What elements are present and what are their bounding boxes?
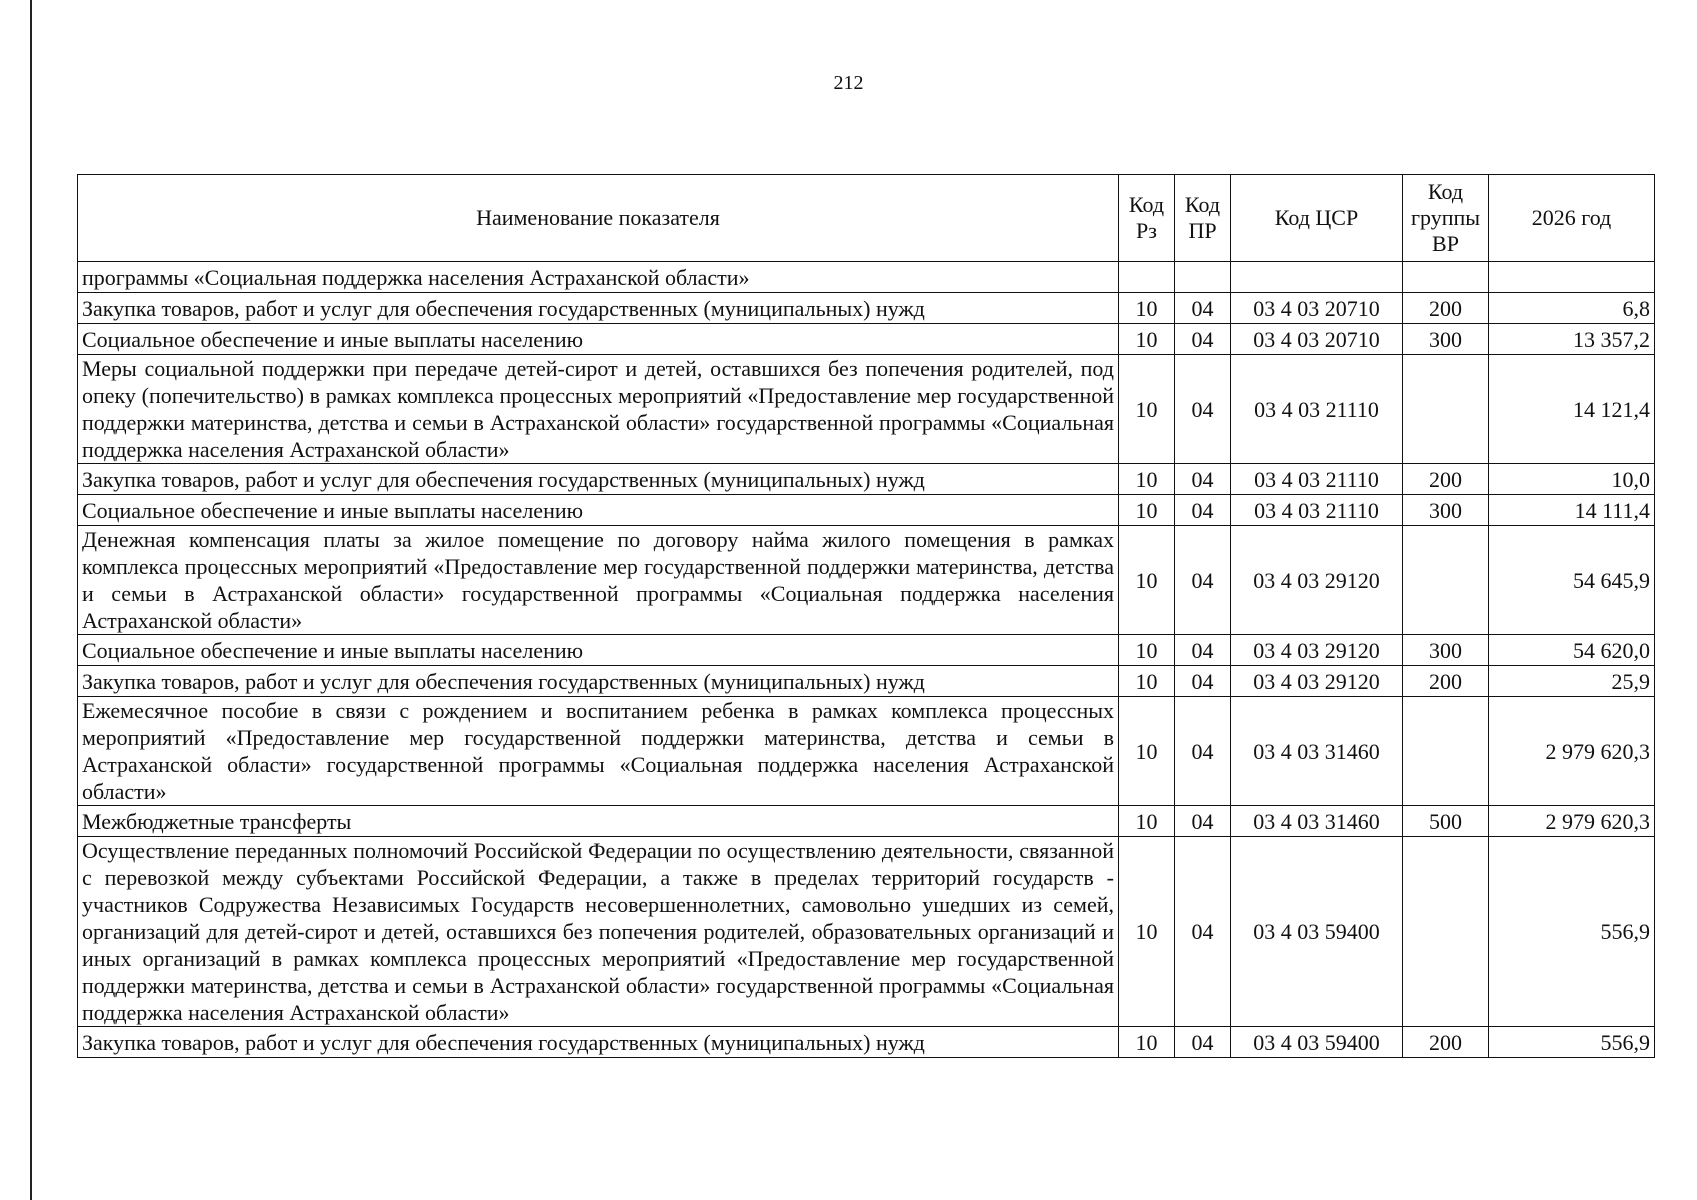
cell-pr <box>1175 262 1231 293</box>
table-row <box>78 666 1655 697</box>
cell-name: Закупка товаров, работ и услуг для обеспечения государственных (муниципальных) нужд <box>78 1027 1119 1058</box>
cell-name: Меры социальной поддержки при передаче детей-сирот и детей, оставшихся без попечения родителей, под опеку (попечительство) в рамках комплекса процессных мероприятий «Предоставление мер государственной поддержки материнства, детства и семьи в Астраханской области» государственной программы «Социальная поддержка населения Астраханской области» <box>78 355 1119 464</box>
cell-name: Денежная компенсация платы за жилое помещение по договору найма жилого помещения в рамках комплекса процессных мероприятий «Предоставление мер государственной поддержки материнства, детства и семьи в Астраханской области» государственной программы «Социальная поддержка населения Астраханской области» <box>78 526 1119 635</box>
cell-pr: 04 <box>1175 324 1231 355</box>
cell-sum: 6,8 <box>1489 293 1655 324</box>
table-row <box>78 324 1655 355</box>
table-row <box>78 262 1655 293</box>
cell-csr: 03 4 03 31460 <box>1231 697 1403 806</box>
cell-pr: 04 <box>1175 1027 1231 1058</box>
table-row <box>78 635 1655 666</box>
cell-sum: 556,9 <box>1489 837 1655 1027</box>
cell-sum: 54 620,0 <box>1489 635 1655 666</box>
cell-name: Закупка товаров, работ и услуг для обеспечения государственных (муниципальных) нужд <box>78 293 1119 324</box>
cell-csr: 03 4 03 21110 <box>1231 464 1403 495</box>
cell-sum: 54 645,9 <box>1489 526 1655 635</box>
cell-vr: 200 <box>1403 1027 1489 1058</box>
header-name: Наименование показателя <box>78 175 1119 262</box>
cell-csr: 03 4 03 29120 <box>1231 526 1403 635</box>
cell-sum: 14 121,4 <box>1489 355 1655 464</box>
cell-csr: 03 4 03 20710 <box>1231 324 1403 355</box>
table-row <box>78 495 1655 526</box>
cell-vr: 300 <box>1403 495 1489 526</box>
cell-rz: 10 <box>1119 806 1175 837</box>
cell-name: Осуществление переданных полномочий Российской Федерации по осуществлению деятельности, связанной с перевозкой между субъектами Российской Федерации, а также в пределах территорий государств - участников Содружества Независимых Государств несовершеннолетних, самовольно ушедших из семей, организаций для детей-сирот и детей, оставшихся без попечения родителей, образовательных организаций и иных организаций в рамках комплекса процессных мероприятий «Предоставление мер государственной поддержки материнства, детства и семьи в Астраханской области» государственной программы «Социальная поддержка населения Астраханской области» <box>78 837 1119 1027</box>
cell-rz: 10 <box>1119 526 1175 635</box>
cell-vr: 200 <box>1403 464 1489 495</box>
cell-sum: 13 357,2 <box>1489 324 1655 355</box>
cell-pr: 04 <box>1175 355 1231 464</box>
cell-pr: 04 <box>1175 837 1231 1027</box>
cell-name: Закупка товаров, работ и услуг для обеспечения государственных (муниципальных) нужд <box>78 666 1119 697</box>
cell-vr: 200 <box>1403 293 1489 324</box>
cell-rz: 10 <box>1119 837 1175 1027</box>
header-csr: Код ЦСР <box>1231 175 1403 262</box>
cell-csr: 03 4 03 20710 <box>1231 293 1403 324</box>
cell-pr: 04 <box>1175 293 1231 324</box>
cell-vr <box>1403 837 1489 1027</box>
cell-vr <box>1403 262 1489 293</box>
cell-sum: 556,9 <box>1489 1027 1655 1058</box>
cell-name: Социальное обеспечение и иные выплаты населению <box>78 635 1119 666</box>
cell-name: Социальное обеспечение и иные выплаты населению <box>78 495 1119 526</box>
cell-vr <box>1403 526 1489 635</box>
cell-vr <box>1403 355 1489 464</box>
table-row <box>78 1027 1655 1058</box>
header-sum: 2026 год <box>1489 175 1655 262</box>
cell-sum: 14 111,4 <box>1489 495 1655 526</box>
cell-sum <box>1489 262 1655 293</box>
table-row <box>78 464 1655 495</box>
table-row <box>78 806 1655 837</box>
cell-sum: 2 979 620,3 <box>1489 697 1655 806</box>
table-row <box>78 526 1655 635</box>
header-rz: Код Рз <box>1119 175 1175 262</box>
cell-csr: 03 4 03 29120 <box>1231 666 1403 697</box>
cell-pr: 04 <box>1175 666 1231 697</box>
header-vr: Код группы ВР <box>1403 175 1489 262</box>
cell-csr: 03 4 03 31460 <box>1231 806 1403 837</box>
cell-vr: 500 <box>1403 806 1489 837</box>
table-header-row <box>78 175 1655 262</box>
cell-rz: 10 <box>1119 1027 1175 1058</box>
cell-csr: 03 4 03 59400 <box>1231 1027 1403 1058</box>
cell-pr: 04 <box>1175 806 1231 837</box>
cell-rz: 10 <box>1119 635 1175 666</box>
cell-vr <box>1403 697 1489 806</box>
budget-table <box>77 174 1655 1058</box>
cell-csr: 03 4 03 29120 <box>1231 635 1403 666</box>
cell-name: программы «Социальная поддержка населения Астраханской области» <box>78 262 1119 293</box>
cell-pr: 04 <box>1175 635 1231 666</box>
cell-pr: 04 <box>1175 526 1231 635</box>
cell-rz: 10 <box>1119 666 1175 697</box>
cell-pr: 04 <box>1175 464 1231 495</box>
table-row <box>78 355 1655 464</box>
cell-name: Социальное обеспечение и иные выплаты населению <box>78 324 1119 355</box>
cell-rz: 10 <box>1119 697 1175 806</box>
cell-rz: 10 <box>1119 324 1175 355</box>
cell-name: Закупка товаров, работ и услуг для обеспечения государственных (муниципальных) нужд <box>78 464 1119 495</box>
cell-sum: 25,9 <box>1489 666 1655 697</box>
cell-pr: 04 <box>1175 697 1231 806</box>
cell-pr: 04 <box>1175 495 1231 526</box>
table-row <box>78 293 1655 324</box>
table-row <box>78 837 1655 1027</box>
cell-csr: 03 4 03 21110 <box>1231 355 1403 464</box>
cell-rz: 10 <box>1119 464 1175 495</box>
table-row <box>78 697 1655 806</box>
cell-rz: 10 <box>1119 495 1175 526</box>
cell-vr: 200 <box>1403 666 1489 697</box>
cell-sum: 10,0 <box>1489 464 1655 495</box>
cell-csr: 03 4 03 59400 <box>1231 837 1403 1027</box>
cell-vr: 300 <box>1403 635 1489 666</box>
cell-csr: 03 4 03 21110 <box>1231 495 1403 526</box>
cell-rz: 10 <box>1119 355 1175 464</box>
header-pr: Код ПР <box>1175 175 1231 262</box>
cell-sum: 2 979 620,3 <box>1489 806 1655 837</box>
cell-rz <box>1119 262 1175 293</box>
page-number: 212 <box>833 72 864 94</box>
page-binding-line <box>30 0 32 1200</box>
cell-vr: 300 <box>1403 324 1489 355</box>
cell-name: Межбюджетные трансферты <box>78 806 1119 837</box>
cell-csr <box>1231 262 1403 293</box>
cell-name: Ежемесячное пособие в связи с рождением и воспитанием ребенка в рамках комплекса процессных мероприятий «Предоставление мер государственной поддержки материнства, детства и семьи в Астраханской области» государственной программы «Социальная поддержка населения Астраханской области» <box>78 697 1119 806</box>
cell-rz: 10 <box>1119 293 1175 324</box>
